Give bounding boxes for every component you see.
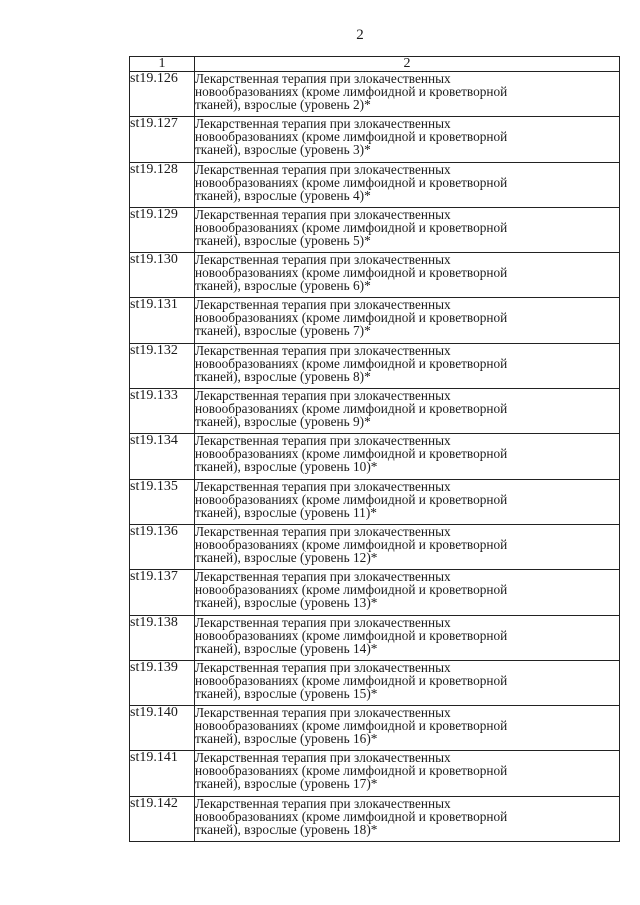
description-line: тканей), взрослые (уровень 18)* xyxy=(195,821,378,837)
description-line: новообразованиях (кроме лимфоидной и кроветворной xyxy=(195,219,508,235)
row-code: st19.136 xyxy=(130,524,195,569)
description-line: Лекарственная терапия при злокачественных xyxy=(195,116,451,132)
description-line: тканей), взрослые (уровень 7)* xyxy=(195,323,371,339)
row-description xyxy=(195,298,620,343)
description-line: тканей), взрослые (уровень 5)* xyxy=(195,232,371,248)
row-description xyxy=(195,343,620,388)
description-line: новообразованиях (кроме лимфоидной и кроветворной xyxy=(195,446,508,462)
description-line: новообразованиях (кроме лимфоидной и кроветворной xyxy=(195,401,508,417)
row-description xyxy=(195,207,620,252)
description-line: новообразованиях (кроме лимфоидной и кроветворной xyxy=(195,129,508,145)
table-row xyxy=(130,751,620,796)
description-line: тканей), взрослые (уровень 13)* xyxy=(195,595,378,611)
description-line: Лекарственная терапия при злокачественных xyxy=(195,342,451,358)
description-line: Лекарственная терапия при злокачественных xyxy=(195,705,451,721)
description-line: новообразованиях (кроме лимфоидной и кроветворной xyxy=(195,763,508,779)
description-line: новообразованиях (кроме лимфоидной и кроветворной xyxy=(195,627,508,643)
description-line: Лекарственная терапия при злокачественных xyxy=(195,750,451,766)
row-description xyxy=(195,706,620,751)
description-line: тканей), взрослые (уровень 8)* xyxy=(195,368,371,384)
description-line: Лекарственная терапия при злокачественных xyxy=(195,388,451,404)
description-line: новообразованиях (кроме лимфоидной и кроветворной xyxy=(195,808,508,824)
description-line: новообразованиях (кроме лимфоидной и кроветворной xyxy=(195,491,508,507)
table-row xyxy=(130,434,620,479)
row-description xyxy=(195,434,620,479)
row-code: st19.141 xyxy=(130,751,195,796)
description-line: новообразованиях (кроме лимфоидной и кроветворной xyxy=(195,672,508,688)
description-line: новообразованиях (кроме лимфоидной и кроветворной xyxy=(195,174,508,190)
table-row xyxy=(130,660,620,705)
row-code: st19.134 xyxy=(130,434,195,479)
table-row xyxy=(130,796,620,841)
row-code: st19.137 xyxy=(130,570,195,615)
description-line: Лекарственная терапия при злокачественных xyxy=(195,206,451,222)
description-line: Лекарственная терапия при злокачественных xyxy=(195,795,451,811)
description-line: Лекарственная терапия при злокачественных xyxy=(195,71,451,86)
description-line: новообразованиях (кроме лимфоидной и кроветворной xyxy=(195,84,508,99)
page-number: 2 xyxy=(356,27,364,43)
description-line: новообразованиях (кроме лимфоидной и кроветворной xyxy=(195,582,508,598)
description-line: тканей), взрослые (уровень 2)* xyxy=(195,97,371,112)
description-line: новообразованиях (кроме лимфоидной и кроветворной xyxy=(195,265,508,281)
description-line: тканей), взрослые (уровень 3)* xyxy=(195,142,371,158)
table-row xyxy=(130,72,620,117)
description-line: Лекарственная терапия при злокачественных xyxy=(195,433,451,449)
description-line: Лекарственная терапия при злокачественных xyxy=(195,523,451,539)
description-line: Лекарственная терапия при злокачественных xyxy=(195,569,451,585)
row-description xyxy=(195,117,620,162)
table-header-row xyxy=(130,57,620,72)
row-code: st19.132 xyxy=(130,343,195,388)
description-line: новообразованиях (кроме лимфоидной и кроветворной xyxy=(195,355,508,371)
table-row xyxy=(130,207,620,252)
table-row xyxy=(130,479,620,524)
description-line: тканей), взрослые (уровень 10)* xyxy=(195,459,378,475)
row-description xyxy=(195,389,620,434)
row-code: st19.128 xyxy=(130,162,195,207)
column-header-1: 1 xyxy=(130,57,195,72)
table-row xyxy=(130,389,620,434)
description-line: тканей), взрослые (уровень 16)* xyxy=(195,731,378,747)
table-row xyxy=(130,253,620,298)
row-description xyxy=(195,751,620,796)
description-line: Лекарственная терапия при злокачественных xyxy=(195,161,451,177)
description-line: тканей), взрослые (уровень 9)* xyxy=(195,414,371,430)
tariff-table xyxy=(129,56,620,842)
description-line: Лекарственная терапия при злокачественных xyxy=(195,614,451,630)
table-row xyxy=(130,570,620,615)
table-row xyxy=(130,117,620,162)
column-header-2: 2 xyxy=(195,57,620,72)
row-description xyxy=(195,615,620,660)
description-line: тканей), взрослые (уровень 15)* xyxy=(195,685,378,701)
description-line: Лекарственная терапия при злокачественных xyxy=(195,252,451,268)
row-code: st19.135 xyxy=(130,479,195,524)
row-description xyxy=(195,660,620,705)
row-code: st19.130 xyxy=(130,253,195,298)
description-line: тканей), взрослые (уровень 11)* xyxy=(195,504,377,520)
description-line: новообразованиях (кроме лимфоидной и кроветворной xyxy=(195,310,508,326)
description-line: тканей), взрослые (уровень 6)* xyxy=(195,278,371,294)
row-description xyxy=(195,162,620,207)
table-row xyxy=(130,706,620,751)
description-line: Лекарственная терапия при злокачественных xyxy=(195,659,451,675)
description-line: тканей), взрослые (уровень 14)* xyxy=(195,640,378,656)
row-code: st19.127 xyxy=(130,117,195,162)
row-code: st19.133 xyxy=(130,389,195,434)
row-description xyxy=(195,479,620,524)
description-line: тканей), взрослые (уровень 17)* xyxy=(195,776,378,792)
row-code: st19.126 xyxy=(130,72,195,117)
description-line: новообразованиях (кроме лимфоидной и кроветворной xyxy=(195,718,508,734)
description-line: Лекарственная терапия при злокачественных xyxy=(195,297,451,313)
row-code: st19.131 xyxy=(130,298,195,343)
table-row xyxy=(130,343,620,388)
row-code: st19.140 xyxy=(130,706,195,751)
row-code: st19.138 xyxy=(130,615,195,660)
table-body xyxy=(130,72,620,842)
table-row xyxy=(130,298,620,343)
row-code: st19.139 xyxy=(130,660,195,705)
row-description xyxy=(195,253,620,298)
description-line: тканей), взрослые (уровень 4)* xyxy=(195,187,371,203)
description-line: новообразованиях (кроме лимфоидной и кроветворной xyxy=(195,536,508,552)
row-description xyxy=(195,72,620,117)
row-description xyxy=(195,524,620,569)
row-code: st19.129 xyxy=(130,207,195,252)
table-row xyxy=(130,162,620,207)
table-row xyxy=(130,615,620,660)
description-line: тканей), взрослые (уровень 12)* xyxy=(195,549,378,565)
row-description xyxy=(195,570,620,615)
row-description xyxy=(195,796,620,841)
description-line: Лекарственная терапия при злокачественных xyxy=(195,478,451,494)
row-code: st19.142 xyxy=(130,796,195,841)
table-row xyxy=(130,524,620,569)
